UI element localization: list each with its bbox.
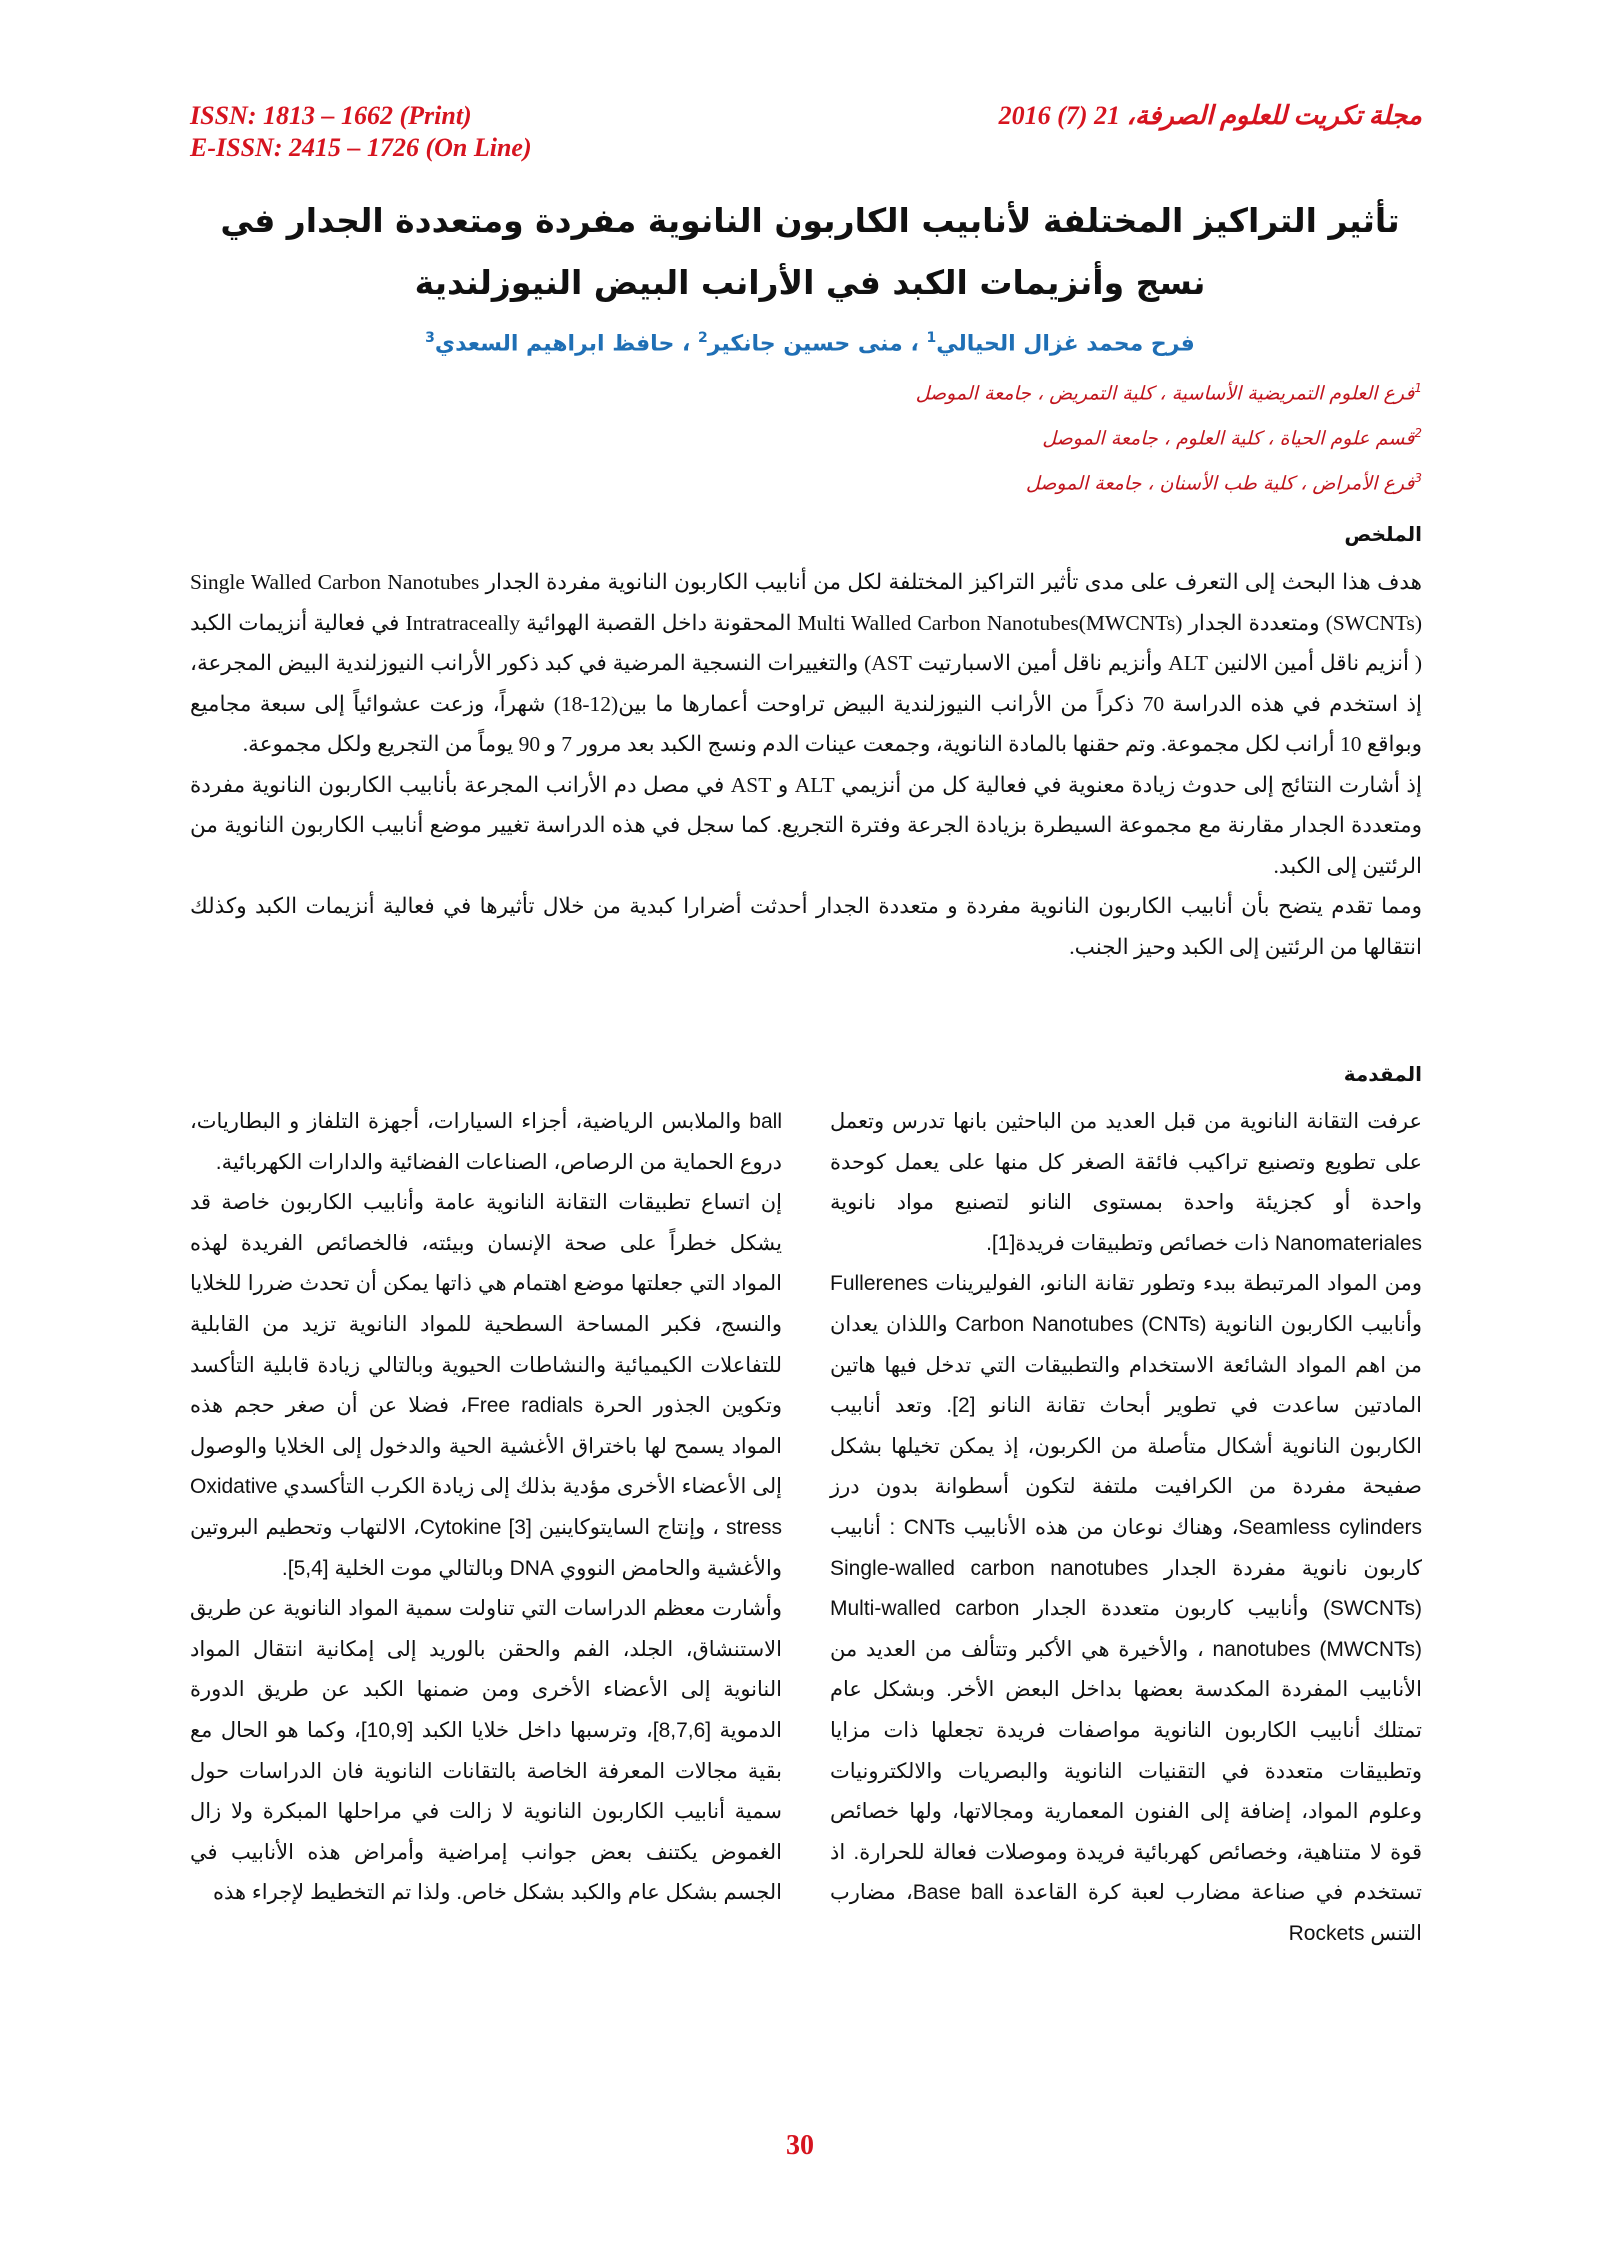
body-paragraph: إن اتساع تطبيقات التقانة النانوية عامة وأنابيب الكاربون خاصة قد يشكل خطراً على صحة الإنسان وبيئته، فالخصائص الفريدة لهذه المواد التي جعلتها موضع اهتمام هي ذاتها يمكن أن تحدث ضررا للخلايا والنسج، فكبر المساحة السطحية للمواد النانوية تزيد من القابلية للتفاعلات الكيميائية والنشاطات الحيوية وبالتالي زيادة قابلية التأكسد وتكوين الجذور الحرة Free radials، فضلا عن أن صغر حجم هذه المواد يسمح لها باختراق الأغشية الحية والدخول إلى الخلايا والوصول إلى الأعضاء الأخرى مؤدية بذلك إلى زيادة الكرب التأكسدي Oxidative stress ، وإنتاج السايتوكاينين Cytokine [3]، الالتهاب وتحطيم البروتين والأغشية والحامض النووي DNA وبالتالي موت الخلية [5,4].: [190, 1191, 783, 1580]
affiliation-mark: 1: [1414, 381, 1422, 395]
author-separator: ،: [674, 331, 698, 357]
author-name: حافظ ابراهيم السعدي: [434, 331, 675, 357]
abstract-paragraph: هدف هذا البحث إلى التعرف على مدى تأثير التراكيز المختلفة لكل من أنابيب الكاربون النانوية مفردة الجدار Single Walled Carbon Nanotubes (SWCNTs) ومتعددة الجدار Multi Walled Carbon Nanotubes(MWCNTs) المحقونة داخل القصبة الهوائية Intratraceally في فعالية أنزيمات الكبد ( أنزيم ناقل أمين الالنين ALT وأنزيم ناقل أمين الاسبارتيت AST) والتغييرات النسجية المرضية في كبد ذكور الأرانب النيوزلندية البيض المجرعة، إذ استخدم في هذه الدراسة 70 ذكراً من الأرانب النيوزلندية البيض تراوحت أعمارها ما بين(12-18) شهراً، وزعت عشوائياً إلى سبعة مجاميع وبواقع 10 أرانب لكل مجموعة. وتم حقنها بالمادة النانوية، وجمعت عينات الدم ونسج الكبد بعد مرور 7 و 90 يوماً من التجريع ولكل مجموعة.: [190, 570, 1422, 756]
abstract-heading: الملخص: [1344, 522, 1422, 546]
body-paragraph: عرفت التقانة النانوية من قبل العديد من الباحثين بانها تدرس وتعمل على تطويع وتصنيع تراكيب فائقة الصغر كل منها على يعمل كوحدة واحدة أو كجزيئة واحدة بمستوى النانو لتصنيع مواد نانوية Nanomateriales ذات خصائص وتطبيقات فريدة[1].: [830, 1110, 1422, 1255]
affiliation-text: قسم علوم الحياة ، كلية العلوم ، جامعة الموصل: [1042, 427, 1415, 450]
affiliation: [522, 420, 1422, 451]
issn-print: ISSN: 1813 – 1662 (Print): [190, 101, 472, 130]
journal-citation: مجلة تكريت للعلوم الصرفة، 21 (7) 2016: [998, 101, 1422, 130]
abstract-body: [190, 562, 1422, 967]
author-list: [190, 322, 1430, 360]
issn-block: [190, 100, 532, 164]
affiliation: [522, 465, 1422, 496]
author-name: منى حسين جانكير: [707, 331, 903, 357]
affiliation: [522, 375, 1422, 406]
affiliation-text: فرع العلوم التمريضية الأساسية ، كلية التمريض ، جامعة الموصل: [915, 382, 1415, 405]
author-affiliation-mark: 2: [697, 330, 708, 346]
introduction-heading: المقدمة: [1343, 1062, 1422, 1086]
abstract-paragraph: ومما تقدم يتضح بأن أنابيب الكاربون النانوية مفردة و متعددة الجدار أحدثت أضرارا كبدية من خلال تأثيرها في فعالية أنزيمات الكبد وكذلك انتقالها من الرئتين إلى الكبد وحيز الجنب.: [190, 894, 1422, 959]
body-paragraph: وأشارت معظم الدراسات التي تناولت سمية المواد النانوية عن طريق الاستنشاق، الجلد، الفم والحقن بالوريد إلى إمكانية انتقال المواد النانوية إلى الأعضاء الأخرى ومن ضمنها الكبد عن طريق الدورة الدموية [8,7,6]، وترسبها داخل خلايا الكبد [10,9]، وكما هو الحال مع بقية مجالات المعرفة الخاصة بالتقانات النانوية فان الدراسات حول سمية أنابيب الكاربون النانوية لا زالت في مراحلها المبكرة ولا زال الغموض يكتنف بعض جوانب إمراضية وأمراض هذه الأنابيب في الجسم بشكل عام والكبد بشكل خاص. ولذا تم التخطيط لإجراء هذه: [190, 1597, 782, 1905]
introduction-left-column: [190, 1102, 782, 1914]
affiliation-mark: 3: [1414, 471, 1422, 485]
affiliation-text: فرع الأمراض ، كلية طب الأسنان ، جامعة الموصل: [1025, 472, 1415, 495]
author-affiliation-mark: 3: [425, 330, 435, 346]
author-name: فرح محمد غزال الحيالي: [936, 331, 1195, 357]
paper-title: تأثير التراكيز المختلفة لأنابيب الكاربون النانوية مفردة ومتعددة الجدار في نسج وأنزيمات الكبد في الأرانب البيض النيوزلندية: [220, 201, 1400, 302]
body-paragraph: ball والملابس الرياضية، أجزاء السيارات، أجهزة التلفاز و البطاريات، دروع الحماية من الرصاص، الصناعات الفضائية والدارات الكهربائية.: [190, 1110, 782, 1174]
page-number: 30: [786, 2130, 814, 2161]
affiliation-mark: 2: [1414, 426, 1422, 440]
introduction-right-column: [830, 1102, 1422, 1954]
author-separator: ،: [902, 331, 927, 357]
body-paragraph: ومن المواد المرتبطة ببدء وتطور تقانة النانو، الفوليرينات Fullerenes وأنابيب الكاربون النانوية Carbon Nanotubes (CNTs) واللذان يعدان من اهم المواد الشائعة الاستخدام والتطبيقات التي تدخل فيها هاتين المادتين ساعدت في تطوير أبحاث تقانة النانو [2]. وتعد أنابيب الكاربون النانوية أشكال متأصلة من الكربون، إذ يمكن تخيلها بشكل صفيحة مفردة من الكرافيت ملتفة لتكون أسطوانة بدون درز Seamless cylinders، وهناك نوعان من هذه الأنابيب CNTs : أنابيب كاربون نانوية مفردة الجدار Single-walled carbon nanotubes (SWCNTs) وأنابيب كاربون متعددة الجدار Multi-walled carbon nanotubes (MWCNTs) ، والأخيرة هي الأكبر وتتألف من العديد من الأنابيب المفردة المكدسة بعضها بداخل البعض الأخر. وبشكل عام تمتلك أنابيب الكاربون النانوية مواصفات فريدة تجعلها ذات مزايا وتطبيقات متعددة في التقنيات النانوية والبصريات والالكترونيات وعلوم المواد، إضافة إلى الفنون المعمارية ومجالاتها، ولها خصائص قوة لا متناهية، وخصائص كهربائية فريدة وموصلات فعالة للحرارة. اذ تستخدم في صناعة مضارب لعبة كرة القاعدة Base ball، مضارب التنس Rockets: [830, 1272, 1423, 1945]
issn-online: E-ISSN: 2415 – 1726 (On Line): [190, 133, 532, 162]
author-affiliation-mark: 1: [926, 330, 937, 346]
abstract-paragraph: إذ أشارت النتائج إلى حدوث زيادة معنوية في فعالية كل من أنزيمي ALT و AST في مصل دم الأرانب المجرعة بأنابيب الكاربون النانوية مفردة ومتعددة الجدار مقارنة مع مجموعة السيطرة بزيادة الجرعة وفترة التجريع. كما سجل في هذه الدراسة تغيير موضع أنابيب الكاربون النانوية من الرئتين إلى الكبد.: [190, 772, 1422, 878]
